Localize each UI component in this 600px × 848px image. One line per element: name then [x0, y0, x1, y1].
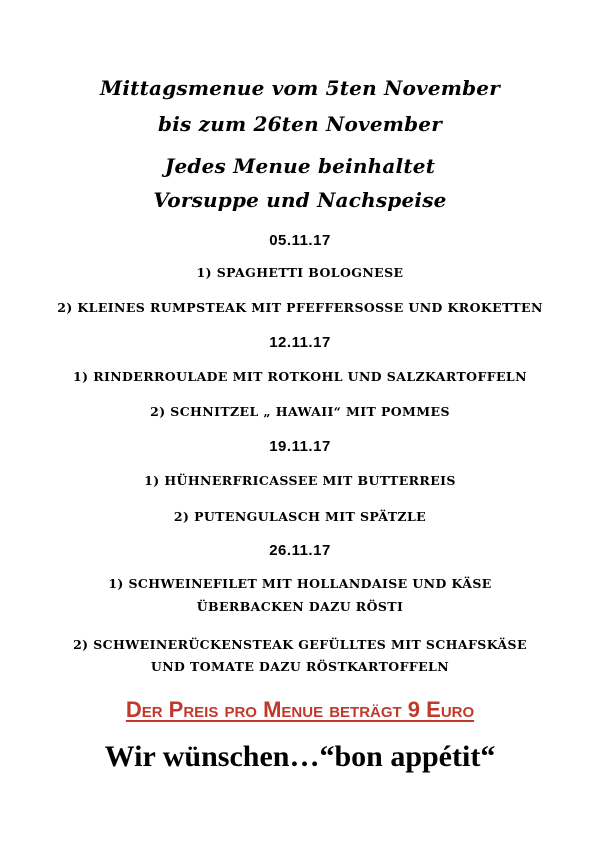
- dish-week1-1: 1) SPAGHETTI BOLOGNESE: [196, 265, 404, 280]
- menu-title-line-2: bis zum 26ten November: [158, 112, 442, 136]
- week-date-4: 26.11.17: [269, 542, 331, 559]
- dish-week2-2: 2) SCHNITZEL „ HAWAII“ MIT POMMES: [150, 404, 450, 419]
- week-date-1: 05.11.17: [269, 232, 331, 249]
- week-date-3: 19.11.17: [269, 438, 331, 455]
- menu-includes-line-2: Vorsuppe und Nachspeise: [153, 188, 447, 212]
- week-date-2: 12.11.17: [269, 334, 331, 351]
- dish-week2-1: 1) RINDERROULADE MIT ROTKOHL UND SALZKARTOFFELN: [73, 369, 527, 384]
- dish-week4-1-cont: ÜBERBACKEN DAZU RÖSTI: [196, 599, 404, 614]
- closing-wish: Wir wünschen…“bon appétit“: [104, 740, 496, 773]
- menu-price: Der Preis pro Menue beträgt 9 Euro: [125, 697, 475, 722]
- dish-week4-1: 1) SCHWEINEFILET MIT HOLLANDAISE UND KÄSE: [108, 576, 492, 591]
- dish-week1-2: 2) KLEINES RUMPSTEAK MIT PFEFFERSOSSE UND KROKETTEN: [57, 300, 543, 315]
- menu-title-line-1: Mittagsmenue vom 5ten November: [100, 76, 500, 100]
- dish-week3-2: 2) PUTENGULASCH MIT SPÄTZLE: [173, 509, 427, 524]
- dish-week4-2-cont: UND TOMATE DAZU RÖSTKARTOFFELN: [150, 659, 450, 674]
- dish-week4-2: 2) SCHWEINERÜCKENSTEAK GEFÜLLTES MIT SCHAFSKÄSE: [73, 637, 527, 652]
- dish-week3-1: 1) HÜHNERFRICASSEE MIT BUTTERREIS: [144, 473, 456, 488]
- menu-includes-line-1: Jedes Menue beinhaltet: [164, 154, 436, 178]
